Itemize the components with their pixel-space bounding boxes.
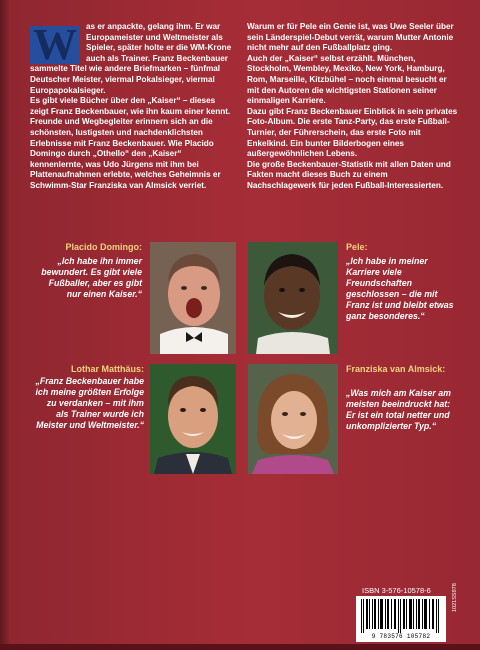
blurb-paragraph: Dazu gibt Franz Beckenbauer Einblick in sein privates Foto-Album. Die erste Tanz-Party, das erste Fußball-Turnier, der Führerschein, das erste Foto mit Enkelkind. Ein bunter Bilderbogen eines außergewöhnlichen Lebens.: [247, 106, 458, 159]
quote-text-domingo: „Ich habe ihn immer bewundert. Es gibt viele Fußballer, aber es gibt nur einen Kaiser.“: [41, 256, 142, 299]
spine-shadow: [0, 0, 10, 650]
blurb-paragraph: Es gibt viele Bücher über den „Kaiser“ – dieses zeigt Franz Beckenbauer, wie ihn kaum einer kennt.: [30, 96, 231, 116]
barcode-bars: [360, 599, 442, 633]
vertical-code: 1021SS978: [452, 583, 458, 612]
blurb-left-column: [30, 22, 236, 192]
quote-name-domingo: Placido Domingo:: [65, 242, 142, 252]
cover-bottom-edge: [0, 644, 480, 650]
quote-name-almsick: Franziska van Almsick:: [346, 364, 446, 374]
barcode-number: 9 783576 105782: [371, 633, 431, 640]
isbn-label: ISBN 3-576-10578-6: [362, 586, 431, 595]
blurb-paragraph: Die große Beckenbauer-Statistik mit allen Daten und Fakten macht dieses Buch zu einem Nachschlagewerk für jeden Fußball-Interessierten.: [247, 159, 451, 190]
quote-name-pele: Pele:: [346, 242, 368, 252]
blurb-paragraph: Auch der „Kaiser“ selbst erzählt. München, Stockholm, Wembley, Mexiko, New York, Hamburg, Rom, Marseille, Kitzbühel – noch einmal besucht er mit den Autoren die wichtigsten Stationen seiner einmaligen Karriere.: [247, 53, 447, 106]
blurb-paragraph: as er anpackte, gelang ihm. Er war Europameister und Weltmeister als Spieler, später holte er die WM-Krone auch als Trainer. Franz Beckenbauer sammelte Titel wie andere Briefmarken – fünfmal Deutscher Meister, viermal Pokalsieger, viermal Europapokalsieger.: [30, 22, 232, 95]
dropcap-letter: W: [30, 26, 80, 64]
photo-placido-domingo: [150, 242, 236, 354]
quote-text-almsick: „Was mich am Kaiser am meisten beeindruckt hat: Er ist ein total netter und unkomplizierter Typ.“: [346, 388, 451, 431]
blurb-right-column: [247, 22, 459, 192]
blurb-paragraph: Freunde und Wegbegleiter erinnern sich an die schönsten, lustigsten und nachdenklichsten Erlebnisse mit Franz Beckenbauer. Wie Placido Domingo durch „Othello“ den „Kaiser“ kennenlernte, was Udo Jürgens mit ihm bei Plattenaufnahmen erlebte, welches Geheimnis er Schwimm-Star Franziska van Almsick verriet.: [30, 117, 221, 190]
photo-lothar-matthaeus: [150, 364, 236, 474]
photo-franziska-van-almsick: [248, 364, 338, 474]
barcode: [356, 596, 446, 642]
quote-name-matthaeus: Lothar Matthäus:: [71, 364, 144, 374]
blurb-paragraph: Warum er für Pele ein Genie ist, was Uwe Seeler über sein Länderspiel-Debut verrät, warum Mutter Antonie nicht mehr auf den Fußballplatz ging.: [247, 22, 454, 53]
photo-pele: [248, 242, 338, 354]
quote-text-matthaeus: „Franz Beckenbauer habe ich meine größten Erfolge zu verdanken – mit ihm als Trainer wurde ich Meister und Weltmeister.“: [35, 376, 144, 430]
quote-text-pele: „Ich habe in meiner Karriere viele Freundschaften geschlossen – die mit Franz ist und bleibt etwas ganz besonderes.“: [346, 256, 454, 321]
